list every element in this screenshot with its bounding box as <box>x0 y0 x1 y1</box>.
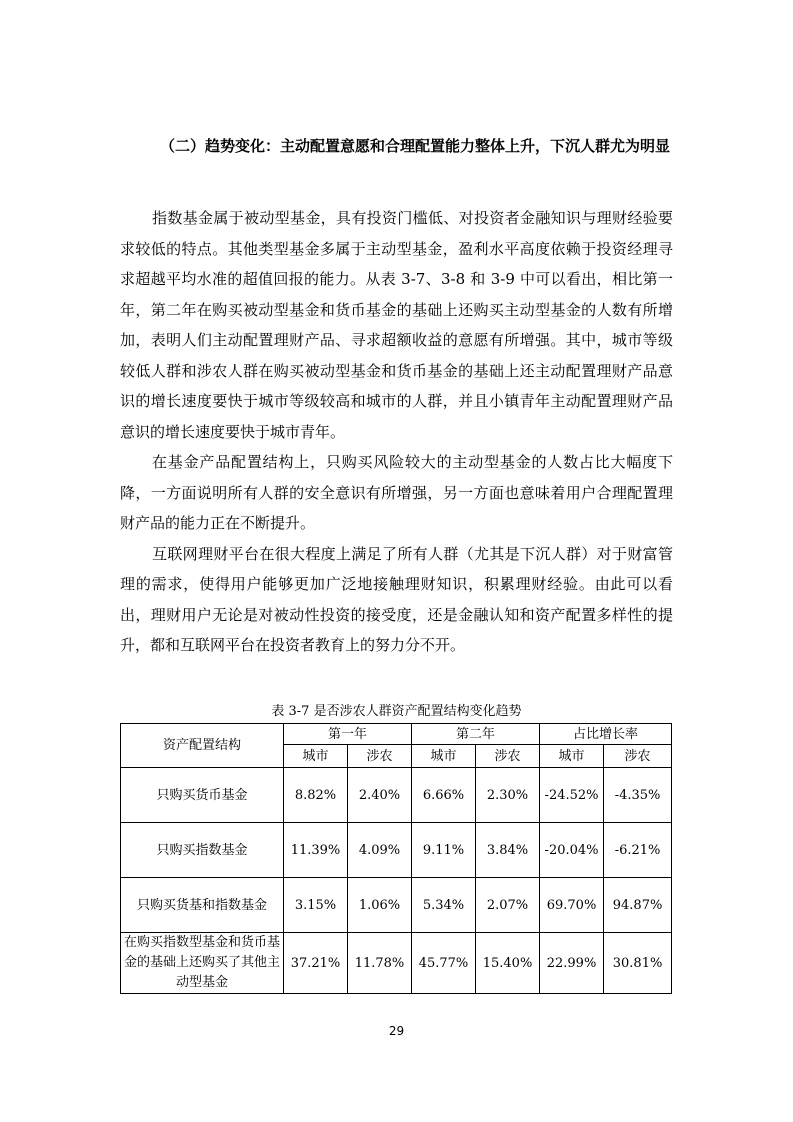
table-group-header: 占比增长率 <box>540 724 672 745</box>
paragraph: 互联网理财平台在很大程度上满足了所有人群（尤其是下沉人群）对于财富管理的需求，使得用户能够更加广泛地接触理财知识，积累理财经验。由此可以看出，理财用户无论是对被动性投资的接受度，还是金融认知和资产配置多样性的提升，都和互联网平台在投资者教育上的努力分不开。 <box>120 544 673 654</box>
table-cell: 3.15% <box>284 878 348 933</box>
table-group-header: 第二年 <box>412 724 540 745</box>
table-caption: 表 3-7 是否涉农人群资产配置结构变化趋势 <box>271 704 522 719</box>
table-cell: 8.82% <box>284 768 348 823</box>
table-subheader: 涉农 <box>348 745 412 768</box>
table-cell: -20.04% <box>540 823 604 878</box>
table-cell: 3.84% <box>476 823 540 878</box>
table-header-label: 资产配置结构 <box>121 724 284 768</box>
row-label: 只购买货基和指数基金 <box>121 878 284 933</box>
table-cell: 22.99% <box>540 933 604 994</box>
body-text <box>120 203 673 661</box>
table-cell: 6.66% <box>412 768 476 823</box>
table-subheader: 涉农 <box>476 745 540 768</box>
table-cell: 69.70% <box>540 878 604 933</box>
table-cell: 2.30% <box>476 768 540 823</box>
row-label: 在购买指数型基金和货币基金的基础上还购买了其他主动型基金 <box>121 933 284 994</box>
table-row <box>121 878 672 933</box>
table-cell: 2.07% <box>476 878 540 933</box>
table-row <box>121 933 672 994</box>
row-label: 只购买货币基金 <box>121 768 284 823</box>
table-cell: 94.87% <box>604 878 672 933</box>
table-cell: 5.34% <box>412 878 476 933</box>
asset-allocation-table <box>120 723 672 994</box>
table-cell: 1.06% <box>348 878 412 933</box>
table-cell: 2.40% <box>348 768 412 823</box>
table-subheader: 涉农 <box>604 745 672 768</box>
page-number: 29 <box>388 1024 405 1038</box>
section-heading: （二）趋势变化：主动配置意愿和合理配置能力整体上升，下沉人群尤为明显 <box>160 137 671 155</box>
table-group-header: 第一年 <box>284 724 412 745</box>
table-cell: 11.39% <box>284 823 348 878</box>
table-cell: -6.21% <box>604 823 672 878</box>
table-cell: 30.81% <box>604 933 672 994</box>
table-cell: -4.35% <box>604 768 672 823</box>
table-row <box>121 768 672 823</box>
table-cell: -24.52% <box>540 768 604 823</box>
table-subheader: 城市 <box>540 745 604 768</box>
table-cell: 4.09% <box>348 823 412 878</box>
table-row <box>121 823 672 878</box>
table-cell: 11.78% <box>348 933 412 994</box>
table-cell: 45.77% <box>412 933 476 994</box>
table-subheader: 城市 <box>284 745 348 768</box>
table-subheader: 城市 <box>412 745 476 768</box>
row-label: 只购买指数基金 <box>121 823 284 878</box>
table-cell: 9.11% <box>412 823 476 878</box>
table-cell: 15.40% <box>476 933 540 994</box>
paragraph: 指数基金属于被动型基金，具有投资门槛低、对投资者金融知识与理财经验要求较低的特点。其他类型基金多属于主动型基金，盈利水平高度依赖于投资经理寻求超越平均水准的超值回报的能力。从表 3-7、3-8 和 3-9 中可以看出，相比第一年，第二年在购买被动型基金和货币基金的基础上还购买主动型基金的人数有所增加，表明人们主动配置理财产品、寻求超额收益的意愿有所增强。其中，城市等级较低人群和涉农人群在购买被动型基金和货币基金的基础上还主动配置理财产品意识的增长速度要快于城市等级较高和城市的人群，并且小镇青年主动配置理财产品意识的增长速度要快于城市青年。 <box>120 209 673 441</box>
table-cell: 37.21% <box>284 933 348 994</box>
paragraph: 在基金产品配置结构上，只购买风险较大的主动型基金的人数占比大幅度下降，一方面说明所有人群的安全意识有所增强，另一方面也意味着用户合理配置理财产品的能力正在不断提升。 <box>120 453 673 532</box>
